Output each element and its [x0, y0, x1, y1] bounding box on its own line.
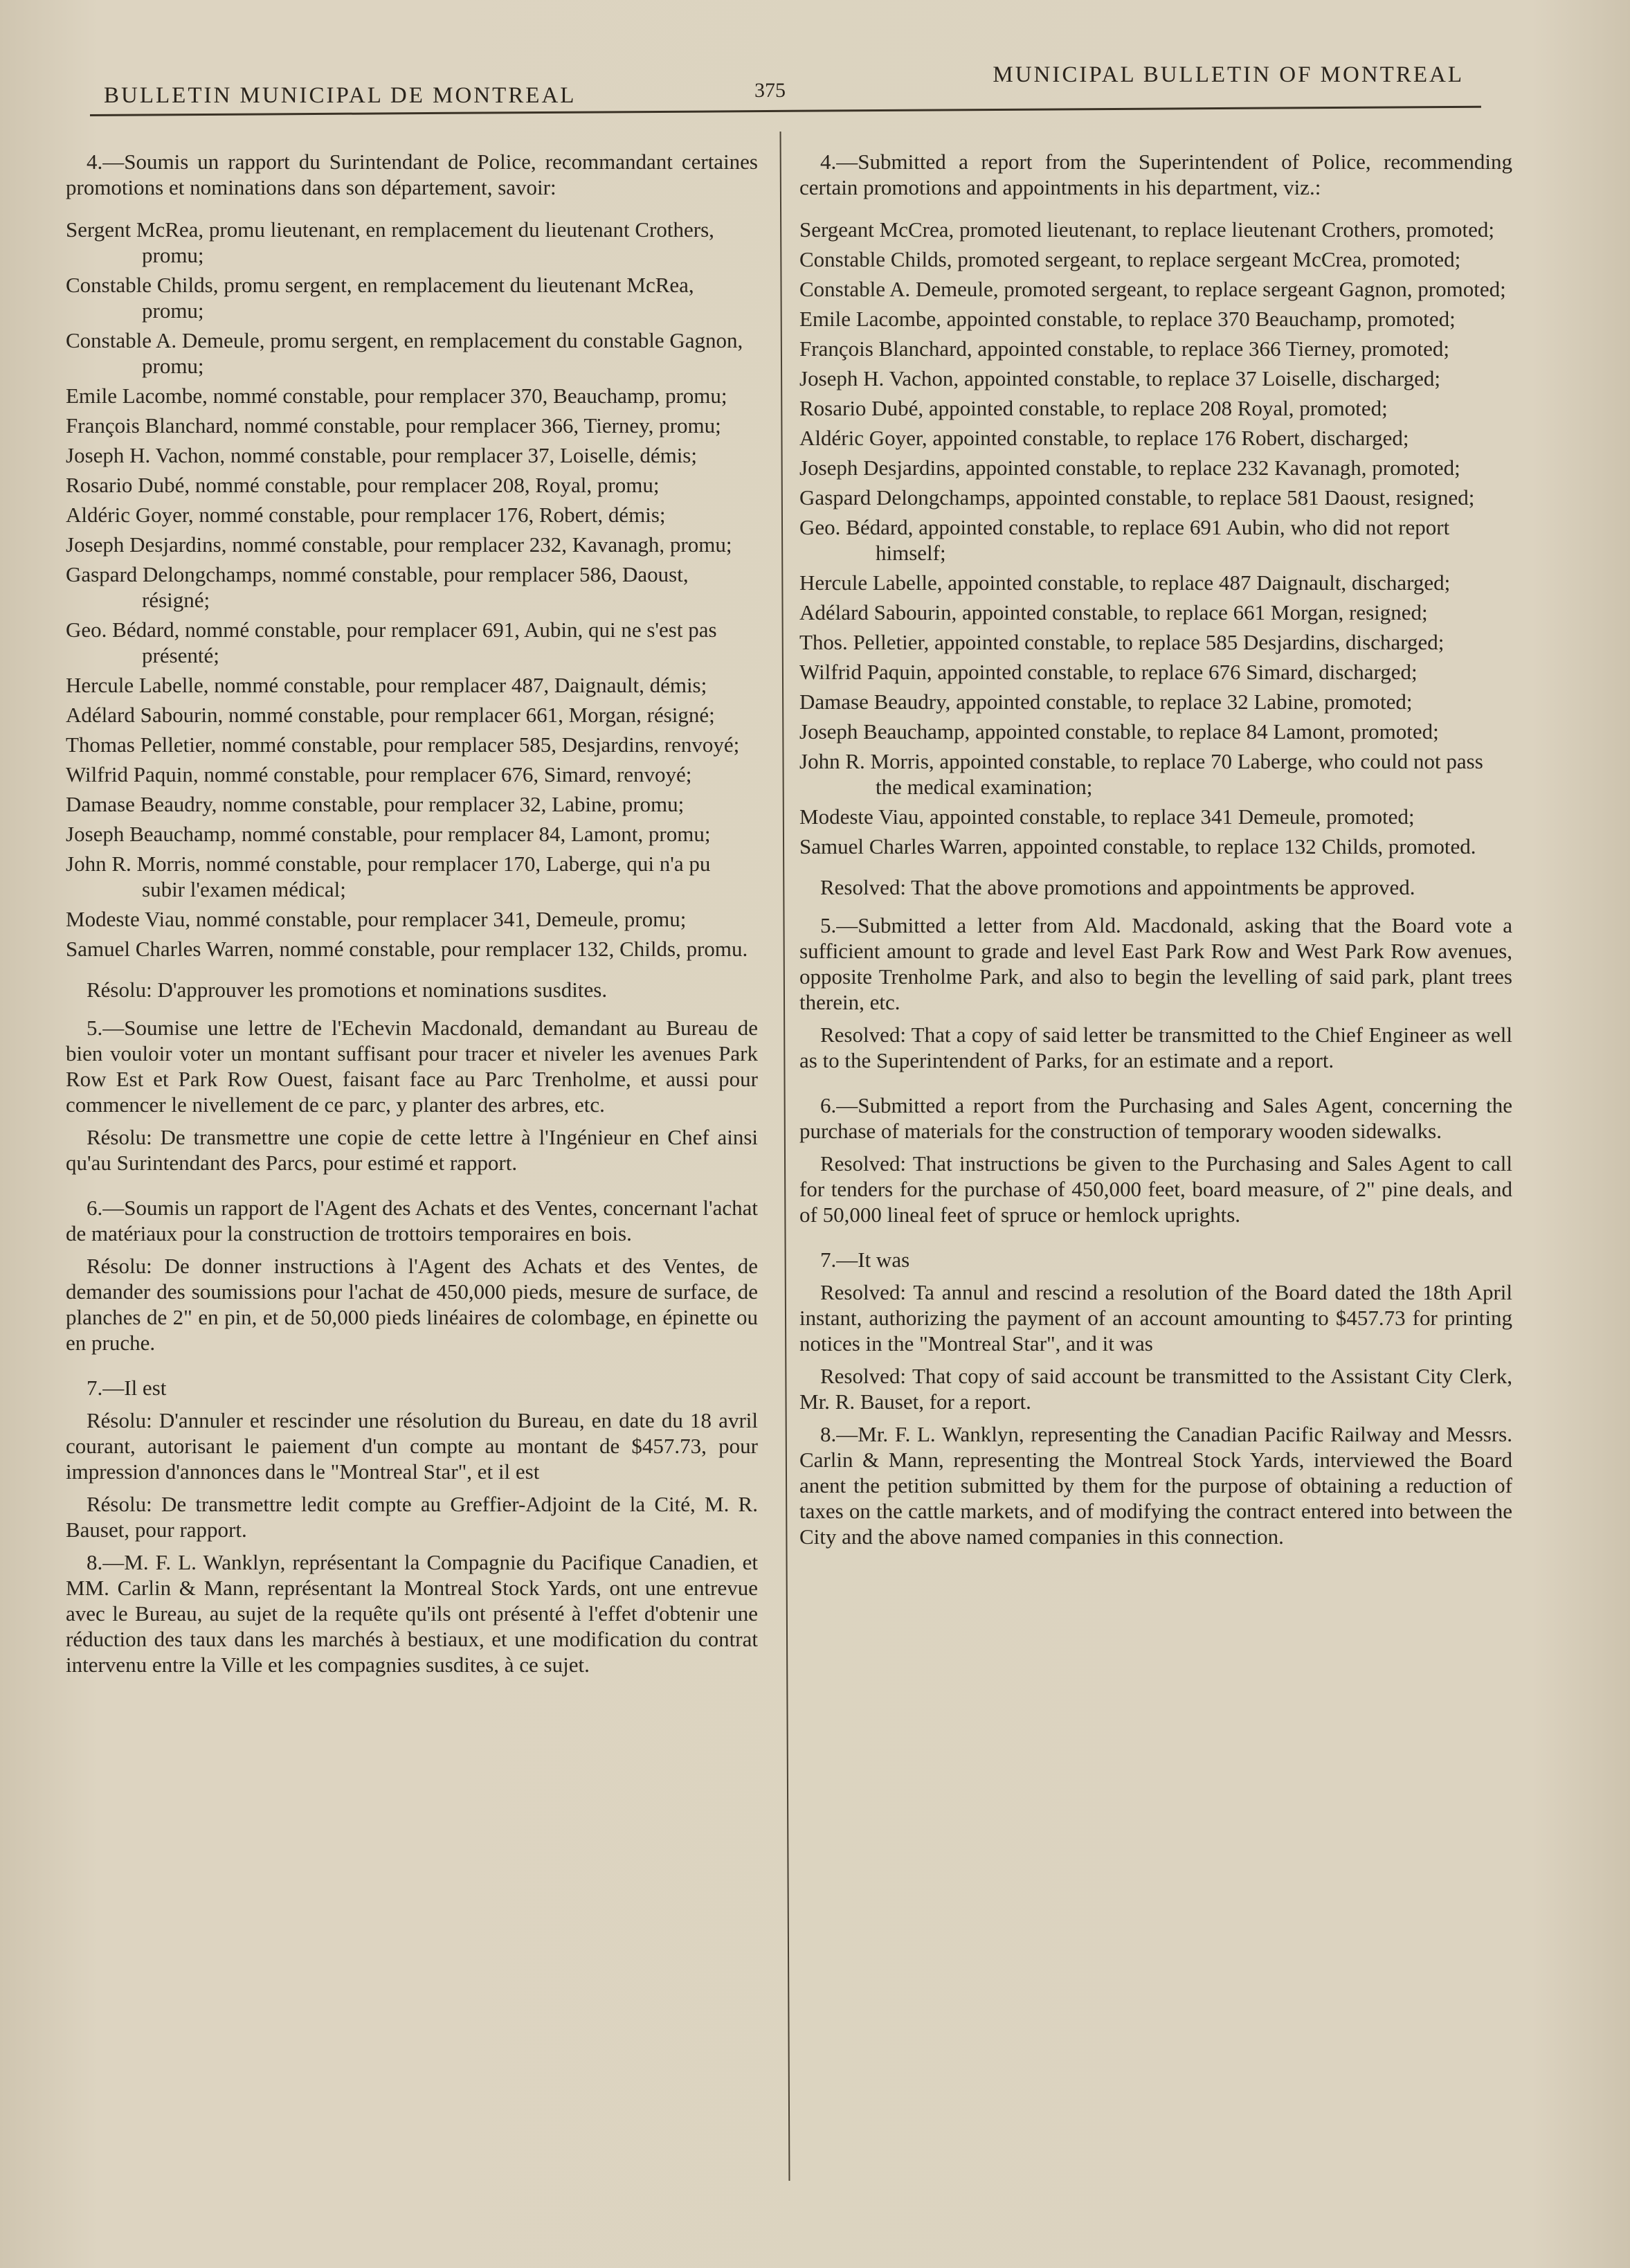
column-divider: [780, 132, 790, 2181]
appointment-entry: Sergent McRea, promu lieutenant, en remplacement du lieutenant Crothers, promu;: [66, 217, 714, 267]
appointment-entry: Joseph Beauchamp, appointed constable, to replace 84 Lamont, promoted;: [799, 719, 1439, 744]
appointment-entry: Constable A. Demeule, promu sergent, en remplacement du constable Gagnon, promu;: [66, 328, 743, 378]
appointment-entry: François Blanchard, appointed constable, to replace 366 Tierney, promoted;: [799, 336, 1449, 361]
item-7-en: 7.—It was: [820, 1248, 910, 1272]
appointment-entry: Constable Childs, promu sergent, en remplacement du lieutenant McRea, promu;: [66, 273, 694, 323]
appointment-entry: Modeste Viau, nommé constable, pour remplacer 341, Demeule, promu;: [66, 907, 687, 931]
header-title-french: BULLETIN MUNICIPAL DE MONTREAL: [104, 83, 577, 108]
appointment-entry: John R. Morris, appointed constable, to replace 70 Laberge, who could not pass the medical examination;: [799, 749, 1483, 799]
resolution-5-en: Resolved: That a copy of said letter be transmitted to the Chief Engineer as well as to the Superintendent of Parks, for an estimate and a report.: [799, 1023, 1512, 1072]
appointment-entry: Joseph H. Vachon, appointed constable, to replace 37 Loiselle, discharged;: [799, 366, 1441, 390]
appointment-entry: Rosario Dubé, nommé constable, pour remplacer 208, Royal, promu;: [66, 473, 660, 497]
appointment-entry: Thos. Pelletier, appointed constable, to replace 585 Desjardins, discharged;: [799, 630, 1445, 654]
appointment-entry: Aldéric Goyer, appointed constable, to replace 176 Robert, discharged;: [799, 426, 1409, 450]
appointment-entry: Joseph Beauchamp, nommé constable, pour remplacer 84, Lamont, promu;: [66, 822, 711, 846]
item-6-en: 6.—Submitted a report from the Purchasing and Sales Agent, concerning the purchase of materials for the construction of temporary wooden sidewalks.: [799, 1093, 1512, 1143]
item-7-fr: 7.—Il est: [87, 1376, 167, 1400]
english-column: [799, 149, 1512, 1556]
appointment-entry: John R. Morris, nommé constable, pour remplacer 170, Laberge, qui n'a pu subir l'examen médical;: [66, 852, 711, 901]
appointment-entry: Damase Beaudry, nomme constable, pour remplacer 32, Labine, promu;: [66, 792, 685, 816]
appointment-entry: Gaspard Delongchamps, nommé constable, pour remplacer 586, Daoust, résigné;: [66, 562, 689, 612]
item-8-fr: 8.—M. F. L. Wanklyn, représentant la Compagnie du Pacifique Canadien, et MM. Carlin & Mann, représentant la Montreal Stock Yards, ont une entrevue avec le Bureau, au sujet de la requête qu'ils ont présenté à l'effet d'obtenir une réduction des taux dans les marchés à bestiaux, et une modification du contrat intervenu entre la Ville et les compagnies susdites, à ce sujet.: [66, 1550, 758, 1677]
appointment-entry: Joseph Desjardins, appointed constable, to replace 232 Kavanagh, promoted;: [799, 456, 1460, 480]
appointment-entry: Hercule Labelle, nommé constable, pour remplacer 487, Daignault, démis;: [66, 673, 707, 697]
appointment-entry: Adélard Sabourin, nommé constable, pour remplacer 661, Morgan, résigné;: [66, 703, 715, 727]
page-number: 375: [754, 79, 786, 102]
appointment-entry: Joseph Desjardins, nommé constable, pour remplacer 232, Kavanagh, promu;: [66, 532, 732, 557]
appointment-entry: François Blanchard, nommé constable, pour remplacer 366, Tierney, promu;: [66, 413, 721, 438]
resolution-6-fr: Résolu: De donner instructions à l'Agent des Achats et des Ventes, de demander des soumissions pour l'achat de 450,000 pieds, mesure de surface, de planches de 2" en pin, et de 50,000 pieds linéaires de colombage, en épinette ou en pruche.: [66, 1254, 758, 1355]
appointment-entry: Wilfrid Paquin, nommé constable, pour remplacer 676, Simard, renvoyé;: [66, 762, 692, 786]
appointment-entry: Aldéric Goyer, nommé constable, pour remplacer 176, Robert, démis;: [66, 503, 666, 527]
resolution-7b-en: Resolved: That copy of said account be transmitted to the Assistant City Clerk, Mr. R. Bauset, for a report.: [799, 1364, 1512, 1414]
resolution-5-fr: Résolu: De transmettre une copie de cette lettre à l'Ingénieur en Chef ainsi qu'au Surintendant des Parcs, pour estimé et rapport.: [66, 1125, 758, 1175]
resolution-6-en: Resolved: That instructions be given to the Purchasing and Sales Agent to call for tenders for the purchase of 450,000 feet, board measure, of 2" pine deals, and of 50,000 lineal feet of spruce or hemlock uprights.: [799, 1151, 1512, 1227]
appointment-entry: Geo. Bédard, nommé constable, pour remplacer 691, Aubin, qui ne s'est pas présenté;: [66, 618, 717, 667]
resolution-7a-fr: Résolu: D'annuler et rescinder une résolution du Bureau, en date du 18 avril courant, autorisant le paiement d'un compte au montant de $457.73, pour impression d'annonces dans le "Montreal Star", et il est: [66, 1408, 758, 1484]
appointment-entry: Emile Lacombe, appointed constable, to replace 370 Beauchamp, promoted;: [799, 307, 1456, 331]
appointment-entry: Gaspard Delongchamps, appointed constable, to replace 581 Daoust, resigned;: [799, 485, 1475, 510]
header-title-english: MUNICIPAL BULLETIN OF MONTREAL: [993, 62, 1464, 87]
resolution-7b-fr: Résolu: De transmettre ledit compte au Greffier-Adjoint de la Cité, M. R. Bauset, pour rapport.: [66, 1492, 758, 1542]
appointment-entry: Adélard Sabourin, appointed constable, to replace 661 Morgan, resigned;: [799, 600, 1428, 624]
appointment-entry: Wilfrid Paquin, appointed constable, to replace 676 Simard, discharged;: [799, 660, 1418, 684]
appointment-entry: Constable Childs, promoted sergeant, to replace sergeant McCrea, promoted;: [799, 247, 1461, 271]
resolution-4-en: Resolved: That the above promotions and appointments be approved.: [820, 875, 1415, 899]
appointment-entry: Samuel Charles Warren, appointed constable, to replace 132 Childs, promoted.: [799, 834, 1476, 858]
item-5-en: 5.—Submitted a letter from Ald. Macdonald, asking that the Board vote a sufficient amount to grade and level East Park Row and West Park Row avenues, opposite Trenholme Park, and also to begin the levelling of said park, plant trees therein, etc.: [799, 913, 1512, 1014]
item-5-fr: 5.—Soumise une lettre de l'Echevin Macdonald, demandant au Bureau de bien vouloir voter un montant suffisant pour tracer et niveler les avenues Park Row Est et Park Row Ouest, faisant face au Parc Trenholme, et aussi pour commencer le nivellement de ce parc, y planter des arbres, etc.: [66, 1016, 758, 1117]
spacer: [799, 1234, 1512, 1247]
appointment-entry: Sergeant McCrea, promoted lieutenant, to replace lieutenant Crothers, promoted;: [799, 217, 1495, 242]
appointments-list-en: [799, 217, 1512, 859]
spacer: [66, 1182, 758, 1195]
spacer: [799, 1080, 1512, 1092]
item-8-en: 8.—Mr. F. L. Wanklyn, representing the Canadian Pacific Railway and Messrs. Carlin & Mann, representing the Montreal Stock Yards, interviewed the Board anent the petition submitted by them for the purpose of obtaining a reduction of taxes on the cattle markets, and of modifying the contract entered into between the City and the above named companies in this connection.: [799, 1422, 1512, 1549]
item-4-intro-fr: 4.—Soumis un rapport du Surintendant de Police, recommandant certaines promotions et nominations dans son département, savoir:: [66, 150, 758, 199]
french-column: [66, 149, 758, 1684]
appointment-entry: Modeste Viau, appointed constable, to replace 341 Demeule, promoted;: [799, 804, 1415, 829]
appointment-entry: Rosario Dubé, appointed constable, to replace 208 Royal, promoted;: [799, 396, 1388, 420]
appointments-list-fr: [66, 217, 758, 962]
item-4-intro-en: 4.—Submitted a report from the Superintendent of Police, recommending certain promotions and appointments in his department, viz.:: [799, 150, 1512, 199]
resolution-4-fr: Résolu: D'approuver les promotions et nominations susdites.: [87, 978, 608, 1002]
appointment-entry: Joseph H. Vachon, nommé constable, pour remplacer 37, Loiselle, démis;: [66, 443, 697, 467]
appointment-entry: Emile Lacombe, nommé constable, pour remplacer 370, Beauchamp, promu;: [66, 384, 727, 408]
resolution-7a-en: Resolved: Ta annul and rescind a resolution of the Board dated the 18th April instant, authorizing the payment of an account amounting to $457.73 for printing notices in the "Montreal Star", and it was: [799, 1280, 1512, 1356]
appointment-entry: Samuel Charles Warren, nommé constable, pour remplacer 132, Childs, promu.: [66, 937, 748, 961]
appointment-entry: Constable A. Demeule, promoted sergeant, to replace sergeant Gagnon, promoted;: [799, 277, 1506, 301]
spacer: [66, 1362, 758, 1375]
appointment-entry: Hercule Labelle, appointed constable, to replace 487 Daignault, discharged;: [799, 570, 1451, 595]
appointment-entry: Geo. Bédard, appointed constable, to replace 691 Aubin, who did not report himself;: [799, 515, 1450, 565]
appointment-entry: Thomas Pelletier, nommé constable, pour remplacer 585, Desjardins, renvoyé;: [66, 732, 740, 757]
appointment-entry: Damase Beaudry, appointed constable, to replace 32 Labine, promoted;: [799, 690, 1413, 714]
item-6-fr: 6.—Soumis un rapport de l'Agent des Achats et des Ventes, concernant l'achat de matériaux pour la construction de trottoirs temporaires en bois.: [66, 1196, 758, 1245]
